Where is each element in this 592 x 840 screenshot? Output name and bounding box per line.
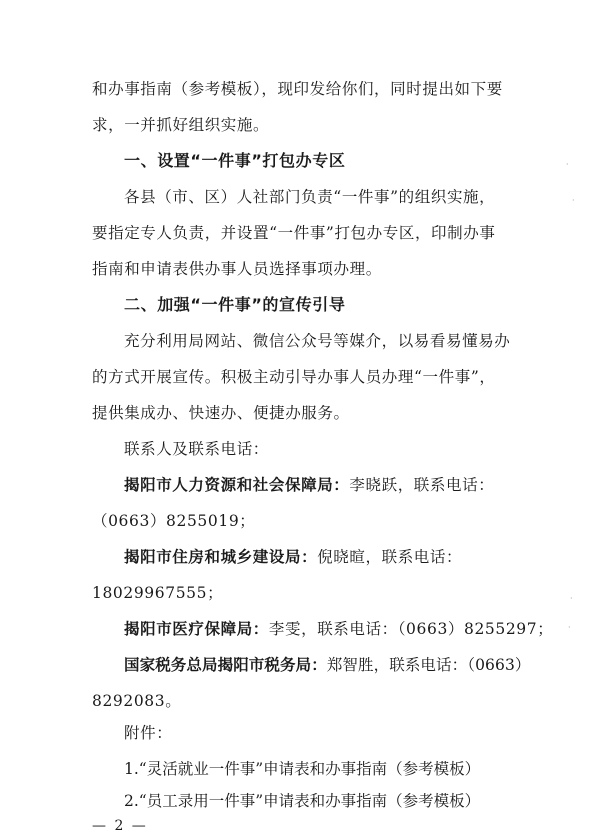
contact-org: 揭阳市人力资源和社会保障局： — [124, 476, 350, 494]
paragraph-line: 指南和申请表供办事人员选择事项办理。 — [92, 260, 382, 278]
contact-org: 揭阳市医疗保障局： — [124, 620, 269, 638]
scan-dot: · — [566, 160, 569, 169]
contact-entry — [124, 618, 554, 640]
contact-entry-cont: 18029967555； — [92, 584, 224, 602]
contact-entry-cont: （0663）8255019； — [92, 512, 256, 530]
contact-entry — [124, 546, 544, 568]
paragraph-line: 提供集成办、快速办、便捷办服务。 — [92, 404, 350, 422]
scan-dot: · — [570, 594, 573, 603]
contacts-label: 联系人及联系电话： — [124, 440, 269, 458]
scan-dot: · — [568, 623, 571, 632]
contact-org: 揭阳市住房和城乡建设局： — [124, 548, 318, 566]
contact-org: 国家税务总局揭阳市税务局： — [124, 656, 327, 674]
section-heading-1: 一、设置“一件事”打包办专区 — [124, 151, 346, 170]
contact-detail: 李雯，联系电话：（0663）8255297； — [268, 620, 554, 638]
section-heading-2: 二、加强“一件事”的宣传引导 — [124, 295, 346, 314]
paragraph-line: 充分利用局网站、微信公众号等媒介，以易看易懂易办 — [124, 332, 511, 350]
paragraph-line: 的方式开展宣传。积极主动引导办事人员办理“一件事”， — [92, 368, 496, 386]
scan-dot: · — [572, 196, 575, 205]
contact-entry-cont: 8292083。 — [92, 692, 182, 710]
contact-entry — [124, 654, 544, 676]
paragraph-line: 各县（市、区）人社部门负责“一件事”的组织实施， — [124, 188, 496, 206]
contact-detail: 倪晓暄，联系电话： — [317, 548, 463, 566]
attachments-label: 附件： — [124, 724, 173, 742]
attachment-item: 2.“员工录用一件事”申请表和办事指南（参考模板） — [124, 792, 481, 810]
paragraph-line: 求，一并抓好组织实施。 — [92, 116, 270, 134]
contact-entry — [124, 474, 544, 496]
attachment-item: 1.“灵活就业一件事”申请表和办事指南（参考模板） — [124, 760, 481, 778]
page-number: — 2 — — [92, 818, 148, 834]
contact-detail: 李晓跃，联系电话： — [349, 476, 495, 494]
paragraph-line: 要指定专人负责，并设置“一件事”打包办专区，印制办事 — [92, 224, 496, 242]
paragraph-line: 和办事指南（参考模板），现印发给你们，同时提出如下要 — [92, 80, 503, 98]
contact-detail: 郑智胜，联系电话：（0663） — [326, 656, 531, 674]
